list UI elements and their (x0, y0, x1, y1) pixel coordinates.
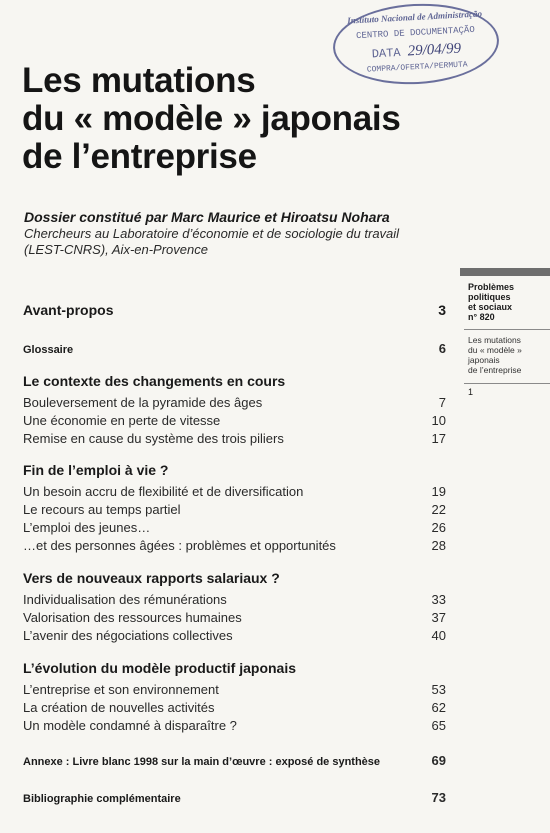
toc-entry-label: Un modèle condamné à disparaître ? (23, 718, 237, 733)
toc-page-number: 37 (431, 610, 446, 625)
toc-entry-label: Annexe : Livre blanc 1998 sur la main d’œuvre : exposé de synthèse (23, 756, 381, 768)
sidebar-subtitle-line-4: de l’entreprise (468, 365, 522, 375)
toc-page-number: 62 (431, 700, 446, 715)
affiliation-line-2: (LEST-CNRS), Aix-en-Provence (24, 242, 208, 257)
toc-page-number: 69 (431, 753, 446, 768)
toc-entry-label: Le recours au temps partiel (23, 502, 181, 517)
publication-line-1: Problèmes (468, 282, 515, 292)
affiliation-line-1: Chercheurs au Laboratoire d’économie et de sociologie du travail (24, 226, 400, 241)
toc-page-number: 65 (431, 718, 446, 733)
stamp-date-value: 29/04/99 (407, 40, 462, 60)
publication-name (460, 276, 550, 322)
toc-entry-label: Valorisation des ressources humaines (23, 610, 242, 625)
sidebar-subtitle (460, 330, 550, 375)
toc-item[interactable] (23, 700, 446, 715)
toc-item[interactable] (23, 538, 446, 553)
publication-line-2: politiques (468, 292, 511, 302)
title-line-3: de l’entreprise (22, 137, 257, 176)
toc-item[interactable] (23, 682, 446, 697)
toc-page-number: 73 (431, 790, 446, 805)
toc-item[interactable] (23, 502, 446, 517)
stamp-acquisition: COMPRA/OFERTA/PERMUTA (366, 60, 468, 75)
toc-page-number: 17 (431, 431, 446, 446)
toc-page-number: 3 (438, 302, 446, 318)
toc-item[interactable] (23, 718, 446, 733)
publication-line-3: et sociaux (468, 302, 513, 312)
authors-credit: Dossier constitué par Marc Maurice et Hiroatsu Nohara (24, 209, 390, 225)
toc-page-number: 33 (431, 592, 446, 607)
toc-entry-label: Avant-propos (23, 302, 114, 318)
toc-page-number: 53 (431, 682, 446, 697)
toc-page-number: 7 (438, 395, 446, 410)
toc-item[interactable] (23, 592, 446, 607)
toc-section-heading[interactable]: Le contexte des changements en cours (23, 373, 286, 389)
sidebar-subtitle-line-3: japonais (468, 355, 500, 365)
sidebar-subtitle-line-2: du « modèle » (468, 345, 522, 355)
toc-page-number: 26 (431, 520, 446, 535)
toc-page-number: 22 (431, 502, 446, 517)
toc-page-number: 28 (431, 538, 446, 553)
toc-item[interactable] (23, 520, 446, 535)
toc-avant-propos[interactable] (23, 302, 446, 318)
toc-entry-label: Individualisation des rémunérations (23, 592, 227, 607)
stamp-institution: Instituto Nacional de Administração (346, 8, 483, 26)
toc-section-heading[interactable]: L’évolution du modèle productif japonais (23, 660, 297, 676)
page-number: 1 (468, 387, 474, 397)
sidebar-bar (460, 268, 550, 276)
title-line-2: du « modèle » japonais (22, 99, 401, 138)
toc-entry-label: …et des personnes âgées : problèmes et opportunités (23, 538, 336, 553)
toc-entry-label: Un besoin accru de flexibilité et de diversification (23, 484, 304, 499)
toc-entry-label: Bibliographie complémentaire (23, 793, 181, 805)
toc-page-number: 10 (431, 413, 446, 428)
toc-section-heading[interactable]: Fin de l’emploi à vie ? (23, 462, 169, 478)
toc-item[interactable] (23, 484, 446, 499)
stamp-date-label: DATA (371, 45, 401, 62)
toc-page-number: 6 (438, 341, 446, 356)
toc-bibliographie[interactable] (23, 790, 446, 805)
toc-item[interactable] (23, 413, 446, 428)
toc-entry-label: L’avenir des négociations collectives (23, 628, 233, 643)
stamp-centre: CENTRO DE DOCUMENTAÇÃO (355, 24, 476, 42)
page-title (22, 62, 462, 176)
toc-entry-label: L’entreprise et son environnement (23, 682, 219, 697)
toc-entry-label: La création de nouvelles activités (23, 700, 215, 715)
title-line-1: Les mutations (22, 61, 256, 100)
toc-entry-label: Une économie en perte de vitesse (23, 413, 221, 428)
toc-entry-label: Glossaire (23, 344, 74, 356)
toc-item[interactable] (23, 610, 446, 625)
publication-number: n° 820 (468, 312, 495, 322)
toc-entry-label: Remise en cause du système des trois piliers (23, 431, 284, 446)
toc-item[interactable] (23, 628, 446, 643)
toc-page-number: 19 (431, 484, 446, 499)
toc-entry-label: Bouleversement de la pyramide des âges (23, 395, 263, 410)
toc-item[interactable] (23, 431, 446, 446)
sidebar-panel (460, 268, 550, 397)
toc-annexe[interactable] (23, 753, 446, 768)
authors-block (24, 209, 444, 258)
toc-entry-label: L’emploi des jeunes… (23, 520, 151, 535)
toc-glossaire[interactable] (23, 341, 446, 356)
toc-item[interactable] (23, 395, 446, 410)
toc-page-number: 40 (431, 628, 446, 643)
toc-section-heading[interactable]: Vers de nouveaux rapports salariaux ? (23, 570, 280, 586)
sidebar-subtitle-line-1: Les mutations (468, 335, 521, 345)
